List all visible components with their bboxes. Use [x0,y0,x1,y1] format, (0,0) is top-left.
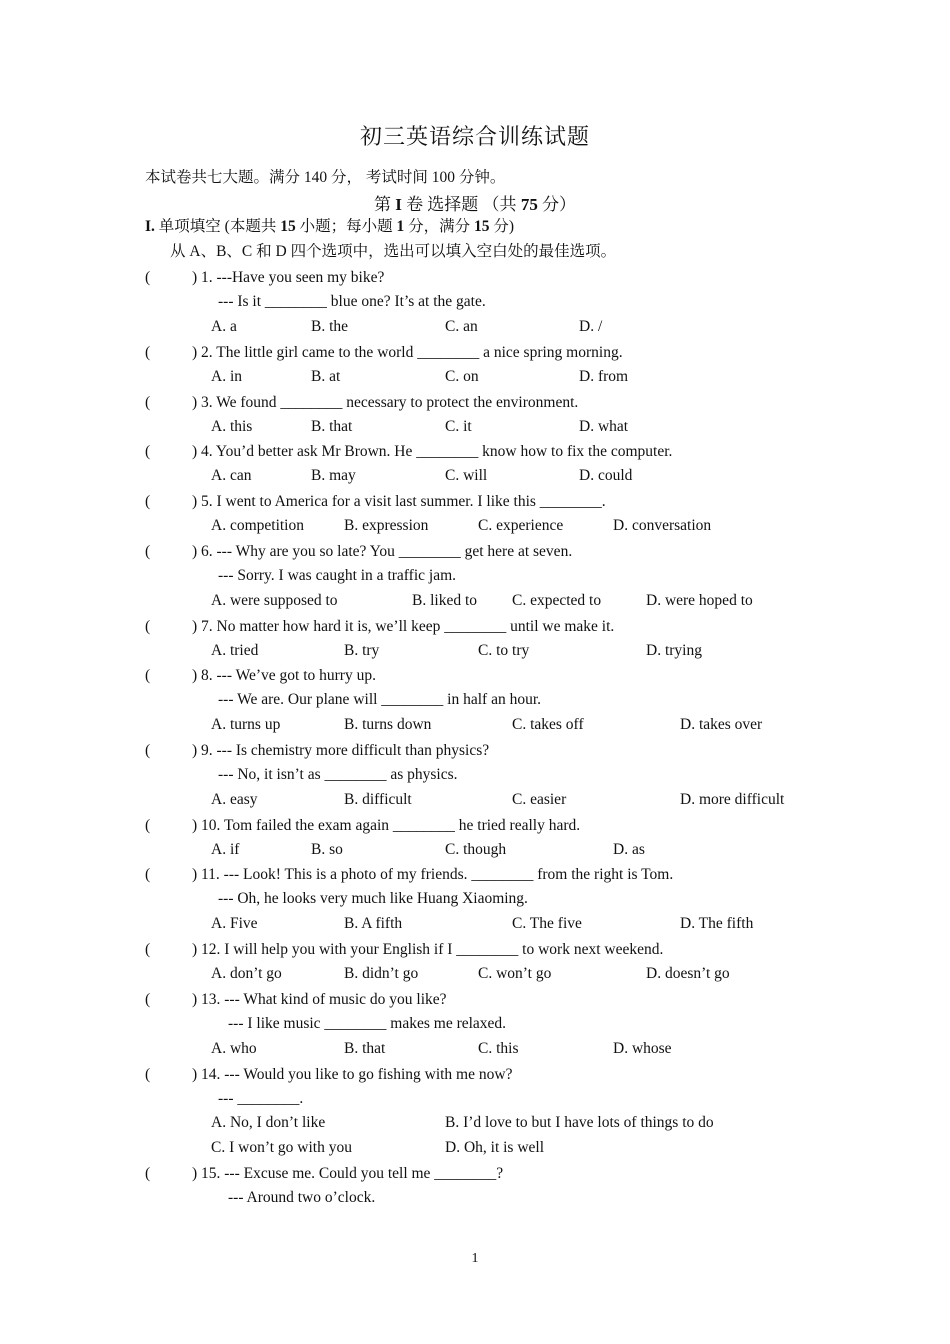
option-d[interactable]: D. conversation [613,517,712,534]
part-heading-a: 单项填空 (本题共 [158,218,277,235]
question-7 [0,617,950,637]
option-d[interactable]: D. could [579,467,633,484]
question-dialogue-line: --- ________. [218,1090,304,1107]
option-d[interactable]: D. whose [613,1040,672,1057]
question-stem: 2. The little girl came to the world ________ a nice spring morning. [201,344,623,361]
answer-paren-open[interactable]: ( [145,941,151,958]
question-1 [0,268,950,288]
question-dialogue-line: --- We are. Our plane will ________ in half an hour. [218,691,542,708]
option-c[interactable]: C. takes off [512,716,584,733]
part-heading-c: 分，满分 [408,218,471,235]
question-dialogue-line: --- Sorry. I was caught in a traffic jam. [218,567,457,584]
option-b[interactable]: B. that [344,1040,386,1057]
option-d[interactable]: D. from [579,368,629,385]
option-c[interactable]: C. to try [478,642,530,659]
option-a[interactable]: A. this [211,418,253,435]
option-d[interactable]: D. / [579,318,603,335]
question-13 [0,990,950,1010]
option-a[interactable]: A. Five [211,915,258,932]
question-11 [0,865,950,885]
answer-paren-close[interactable]: ) [192,667,198,684]
option-c[interactable]: C. I won’t go with you [211,1139,352,1156]
option-a[interactable]: A. tried [211,642,259,659]
answer-paren-open[interactable]: ( [145,344,151,361]
question-15 [0,1164,950,1184]
answer-paren-close[interactable]: ) [192,443,198,460]
part-total-score: 15 [474,218,490,235]
answer-paren-close[interactable]: ) [192,344,198,361]
option-c[interactable]: C. on [445,368,479,385]
question-stem: 8. --- We’ve got to hurry up. [201,667,376,684]
option-c[interactable]: C. The five [512,915,582,932]
answer-paren-close[interactable]: ) [192,543,198,560]
option-c[interactable]: C. experience [478,517,564,534]
exam-intro: 本试卷共七大题。满分 140 分， 考试时间 100 分钟。 [145,169,506,186]
part-heading [145,217,514,237]
option-b[interactable]: B. I’d love to but I have lots of things to do [445,1114,714,1131]
question-stem: 12. I will help you with your English if I ________ to work next weekend. [201,941,664,958]
option-d[interactable]: D. as [613,841,645,858]
question-stem: 15. --- Excuse me. Could you tell me ________? [201,1165,504,1182]
answer-paren-open[interactable]: ( [145,1066,151,1083]
answer-paren-open[interactable]: ( [145,1165,151,1182]
answer-paren-open[interactable]: ( [145,991,151,1008]
question-6 [0,542,950,562]
option-b[interactable]: B. expression [344,517,429,534]
option-b[interactable]: B. that [311,418,353,435]
option-d[interactable]: D. takes over [680,716,763,733]
answer-paren-open[interactable]: ( [145,866,151,883]
answer-paren-open[interactable]: ( [145,493,151,510]
answer-paren-close[interactable]: ) [192,269,198,286]
part-question-count: 15 [280,218,296,235]
option-a[interactable]: A. turns up [211,716,281,733]
page-number: 1 [471,1251,479,1266]
section-prefix: 第 [373,195,391,214]
question-2 [0,343,950,363]
option-c[interactable]: C. this [478,1040,519,1057]
answer-paren-open[interactable]: ( [145,667,151,684]
question-4 [0,442,950,462]
option-c[interactable]: C. expected to [512,592,602,609]
question-14 [0,1065,950,1085]
question-dialogue-line: --- Oh, he looks very much like Huang Xiaoming. [218,890,528,907]
question-stem: 14. --- Would you like to go fishing with me now? [201,1066,513,1083]
answer-paren-open[interactable]: ( [145,543,151,560]
option-c[interactable]: C. though [445,841,507,858]
part-instruction: 从 A、B、C 和 D 四个选项中，选出可以填入空白处的最佳选项。 [170,243,617,260]
option-a[interactable]: A. a [211,318,237,335]
section-mid: 卷 选择题 （共 [406,195,517,214]
answer-paren-open[interactable]: ( [145,618,151,635]
page-title: 初三英语综合训练试题 [359,124,590,149]
option-a[interactable]: A. easy [211,791,258,808]
answer-paren-open[interactable]: ( [145,443,151,460]
question-dialogue-line: --- Around two o’clock. [228,1189,376,1206]
question-10 [0,816,950,836]
option-b[interactable]: B. so [311,841,343,858]
section-suffix: 分） [542,195,577,214]
answer-paren-close[interactable]: ) [192,1165,198,1182]
section-title [0,190,950,215]
option-a[interactable]: A. if [211,841,240,858]
question-dialogue-line: --- No, it isn’t as ________ as physics. [218,766,458,783]
option-b[interactable]: B. the [311,318,349,335]
section-score: 75 [520,195,538,214]
answer-paren-close[interactable]: ) [192,742,198,759]
part-heading-d: 分) [493,218,515,235]
option-a[interactable]: A. No, I don’t like [211,1114,326,1131]
part-heading-b: 小题；每小题 [299,218,393,235]
question-5 [0,492,950,512]
question-stem: 5. I went to America for a visit last summer. I like this ________. [201,493,606,510]
option-a[interactable]: A. can [211,467,252,484]
option-a[interactable]: A. in [211,368,242,385]
question-8 [0,666,950,686]
option-a[interactable]: A. don’t go [211,965,282,982]
answer-paren-close[interactable]: ) [192,394,198,411]
section-number: I [395,195,402,214]
option-d[interactable]: D. Oh, it is well [445,1139,545,1156]
option-b[interactable]: B. try [344,642,380,659]
option-d[interactable]: D. doesn’t go [646,965,730,982]
answer-paren-close[interactable]: ) [192,618,198,635]
answer-paren-close[interactable]: ) [192,1066,198,1083]
answer-paren-close[interactable]: ) [192,493,198,510]
option-a[interactable]: A. who [211,1040,257,1057]
option-b[interactable]: B. at [311,368,341,385]
answer-paren-open[interactable]: ( [145,269,151,286]
question-9 [0,741,950,761]
option-a[interactable]: A. competition [211,517,304,534]
question-stem: 6. --- Why are you so late? You ________ get here at seven. [201,543,573,560]
answer-paren-close[interactable]: ) [192,817,198,834]
answer-paren-close[interactable]: ) [192,991,198,1008]
answer-paren-close[interactable]: ) [192,866,198,883]
question-stem: 9. --- Is chemistry more difficult than physics? [201,742,490,759]
question-stem: 13. --- What kind of music do you like? [201,991,447,1008]
option-d[interactable]: D. trying [646,642,702,659]
question-3 [0,393,950,413]
option-d[interactable]: D. what [579,418,629,435]
part-number: I. [145,218,155,235]
question-stem: 1. ---Have you seen my bike? [201,269,385,286]
part-each-score: 1 [396,218,405,235]
option-a[interactable]: A. were supposed to [211,592,338,609]
question-stem: 7. No matter how hard it is, we’ll keep ________ until we make it. [201,618,615,635]
question-stem: 11. --- Look! This is a photo of my friends. ________ from the right is Tom. [201,866,674,883]
option-b[interactable]: B. difficult [344,791,412,808]
answer-paren-close[interactable]: ) [192,941,198,958]
answer-paren-open[interactable]: ( [145,742,151,759]
question-stem: 10. Tom failed the exam again ________ he tried really hard. [201,817,581,834]
option-b[interactable]: B. liked to [412,592,478,609]
option-c[interactable]: C. won’t go [478,965,552,982]
question-dialogue-line: --- I like music ________ makes me relaxed. [228,1015,507,1032]
option-b[interactable]: B. didn’t go [344,965,419,982]
option-b[interactable]: B. A fifth [344,915,403,932]
option-c[interactable]: C. it [445,418,472,435]
answer-paren-open[interactable]: ( [145,817,151,834]
option-c[interactable]: C. an [445,318,478,335]
question-stem: 3. We found ________ necessary to protect the environment. [201,394,579,411]
option-c[interactable]: C. will [445,467,488,484]
option-b[interactable]: B. may [311,467,356,484]
question-12 [0,940,950,960]
question-dialogue-line: --- Is it ________ blue one? It’s at the gate. [218,293,486,310]
answer-paren-open[interactable]: ( [145,394,151,411]
option-d[interactable]: D. were hoped to [646,592,753,609]
option-b[interactable]: B. turns down [344,716,432,733]
option-d[interactable]: D. The fifth [680,915,754,932]
option-d[interactable]: D. more difficult [680,791,785,808]
option-c[interactable]: C. easier [512,791,567,808]
question-stem: 4. You’d better ask Mr Brown. He ________ know how to fix the computer. [201,443,673,460]
